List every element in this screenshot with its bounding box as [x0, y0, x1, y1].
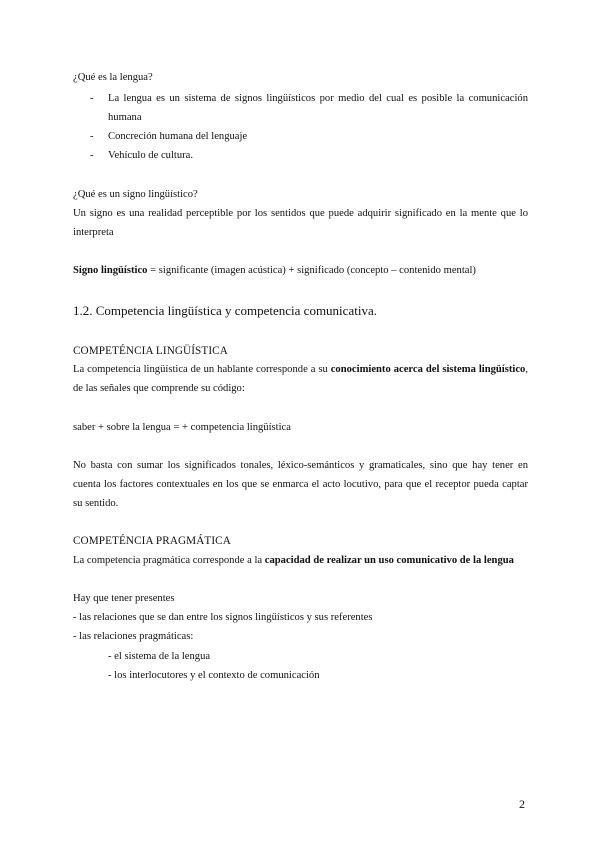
dash-marker: -	[90, 131, 94, 142]
comp-prag-paragraph: La competencia pragmática corresponde a la capacidad de realizar un uso comunicativo de la lengua	[73, 555, 514, 566]
comp-prag-sub-1: - el sistema de la lengua	[108, 651, 211, 662]
lengua-list	[73, 89, 528, 165]
dash-marker: -	[90, 150, 94, 161]
list-item: - Concreción humana del lenguaje	[73, 127, 528, 146]
signo-formula-rest: = significante (imagen acústica) + significado (concepto – contenido mental)	[147, 265, 476, 276]
comp-prag-line-1: Hay que tener presentes	[73, 593, 175, 604]
comp-ling-formula: saber + sobre la lengua = + competencia lingüística	[73, 422, 291, 433]
question-lengua: ¿Qué es la lengua?	[73, 72, 153, 83]
dash-marker: -	[90, 93, 94, 104]
comp-ling-bold: conocimiento acerca del sistema lingüístico	[330, 364, 526, 375]
signo-definition: Un signo es una realidad perceptible por los sentidos que puede adquirir significado en la mente que lo interpreta	[73, 208, 528, 238]
comp-prag-line-3: - las relaciones pragmáticas:	[73, 631, 194, 642]
comp-prag-line-2: - las relaciones que se dan entre los signos lingüísticos y sus referentes	[73, 612, 373, 623]
comp-prag-title: COMPETÉNCIA PRAGMÁTICA	[73, 535, 231, 547]
question-signo: ¿Qué es un signo lingüístico?	[73, 189, 198, 200]
list-item: - Vehículo de cultura.	[73, 146, 528, 165]
page-number: 2	[519, 797, 525, 811]
comp-ling-paragraph-2: No basta con sumar los significados tonales, léxico-semánticos y gramaticales, sino que hay tener en cuenta los factores contextuales en los que se enmarca el acto locutivo, para que el receptor pueda captar su sentido.	[73, 460, 528, 509]
signo-formula-bold: Signo lingüístico	[73, 265, 148, 276]
section-title: 1.2. Competencia lingüística y competencia comunicativa.	[73, 303, 377, 318]
list-item: - La lengua es un sistema de signos lingüísticos por medio del cual es posible la comunicación humana	[73, 89, 528, 127]
comp-ling-title: COMPETÉNCIA LINGÜÍSTICA	[73, 345, 228, 357]
comp-ling-paragraph: La competencia lingüística de un hablante corresponde a su conocimiento acerca del sistema lingüístico, de las señales que comprende su código:	[73, 364, 528, 394]
comp-prag-sub-2: - los interlocutores y el contexto de comunicación	[108, 670, 320, 681]
signo-formula	[73, 261, 528, 280]
comp-prag-bold: capacidad de realizar un uso comunicativo de la lengua	[264, 555, 514, 566]
